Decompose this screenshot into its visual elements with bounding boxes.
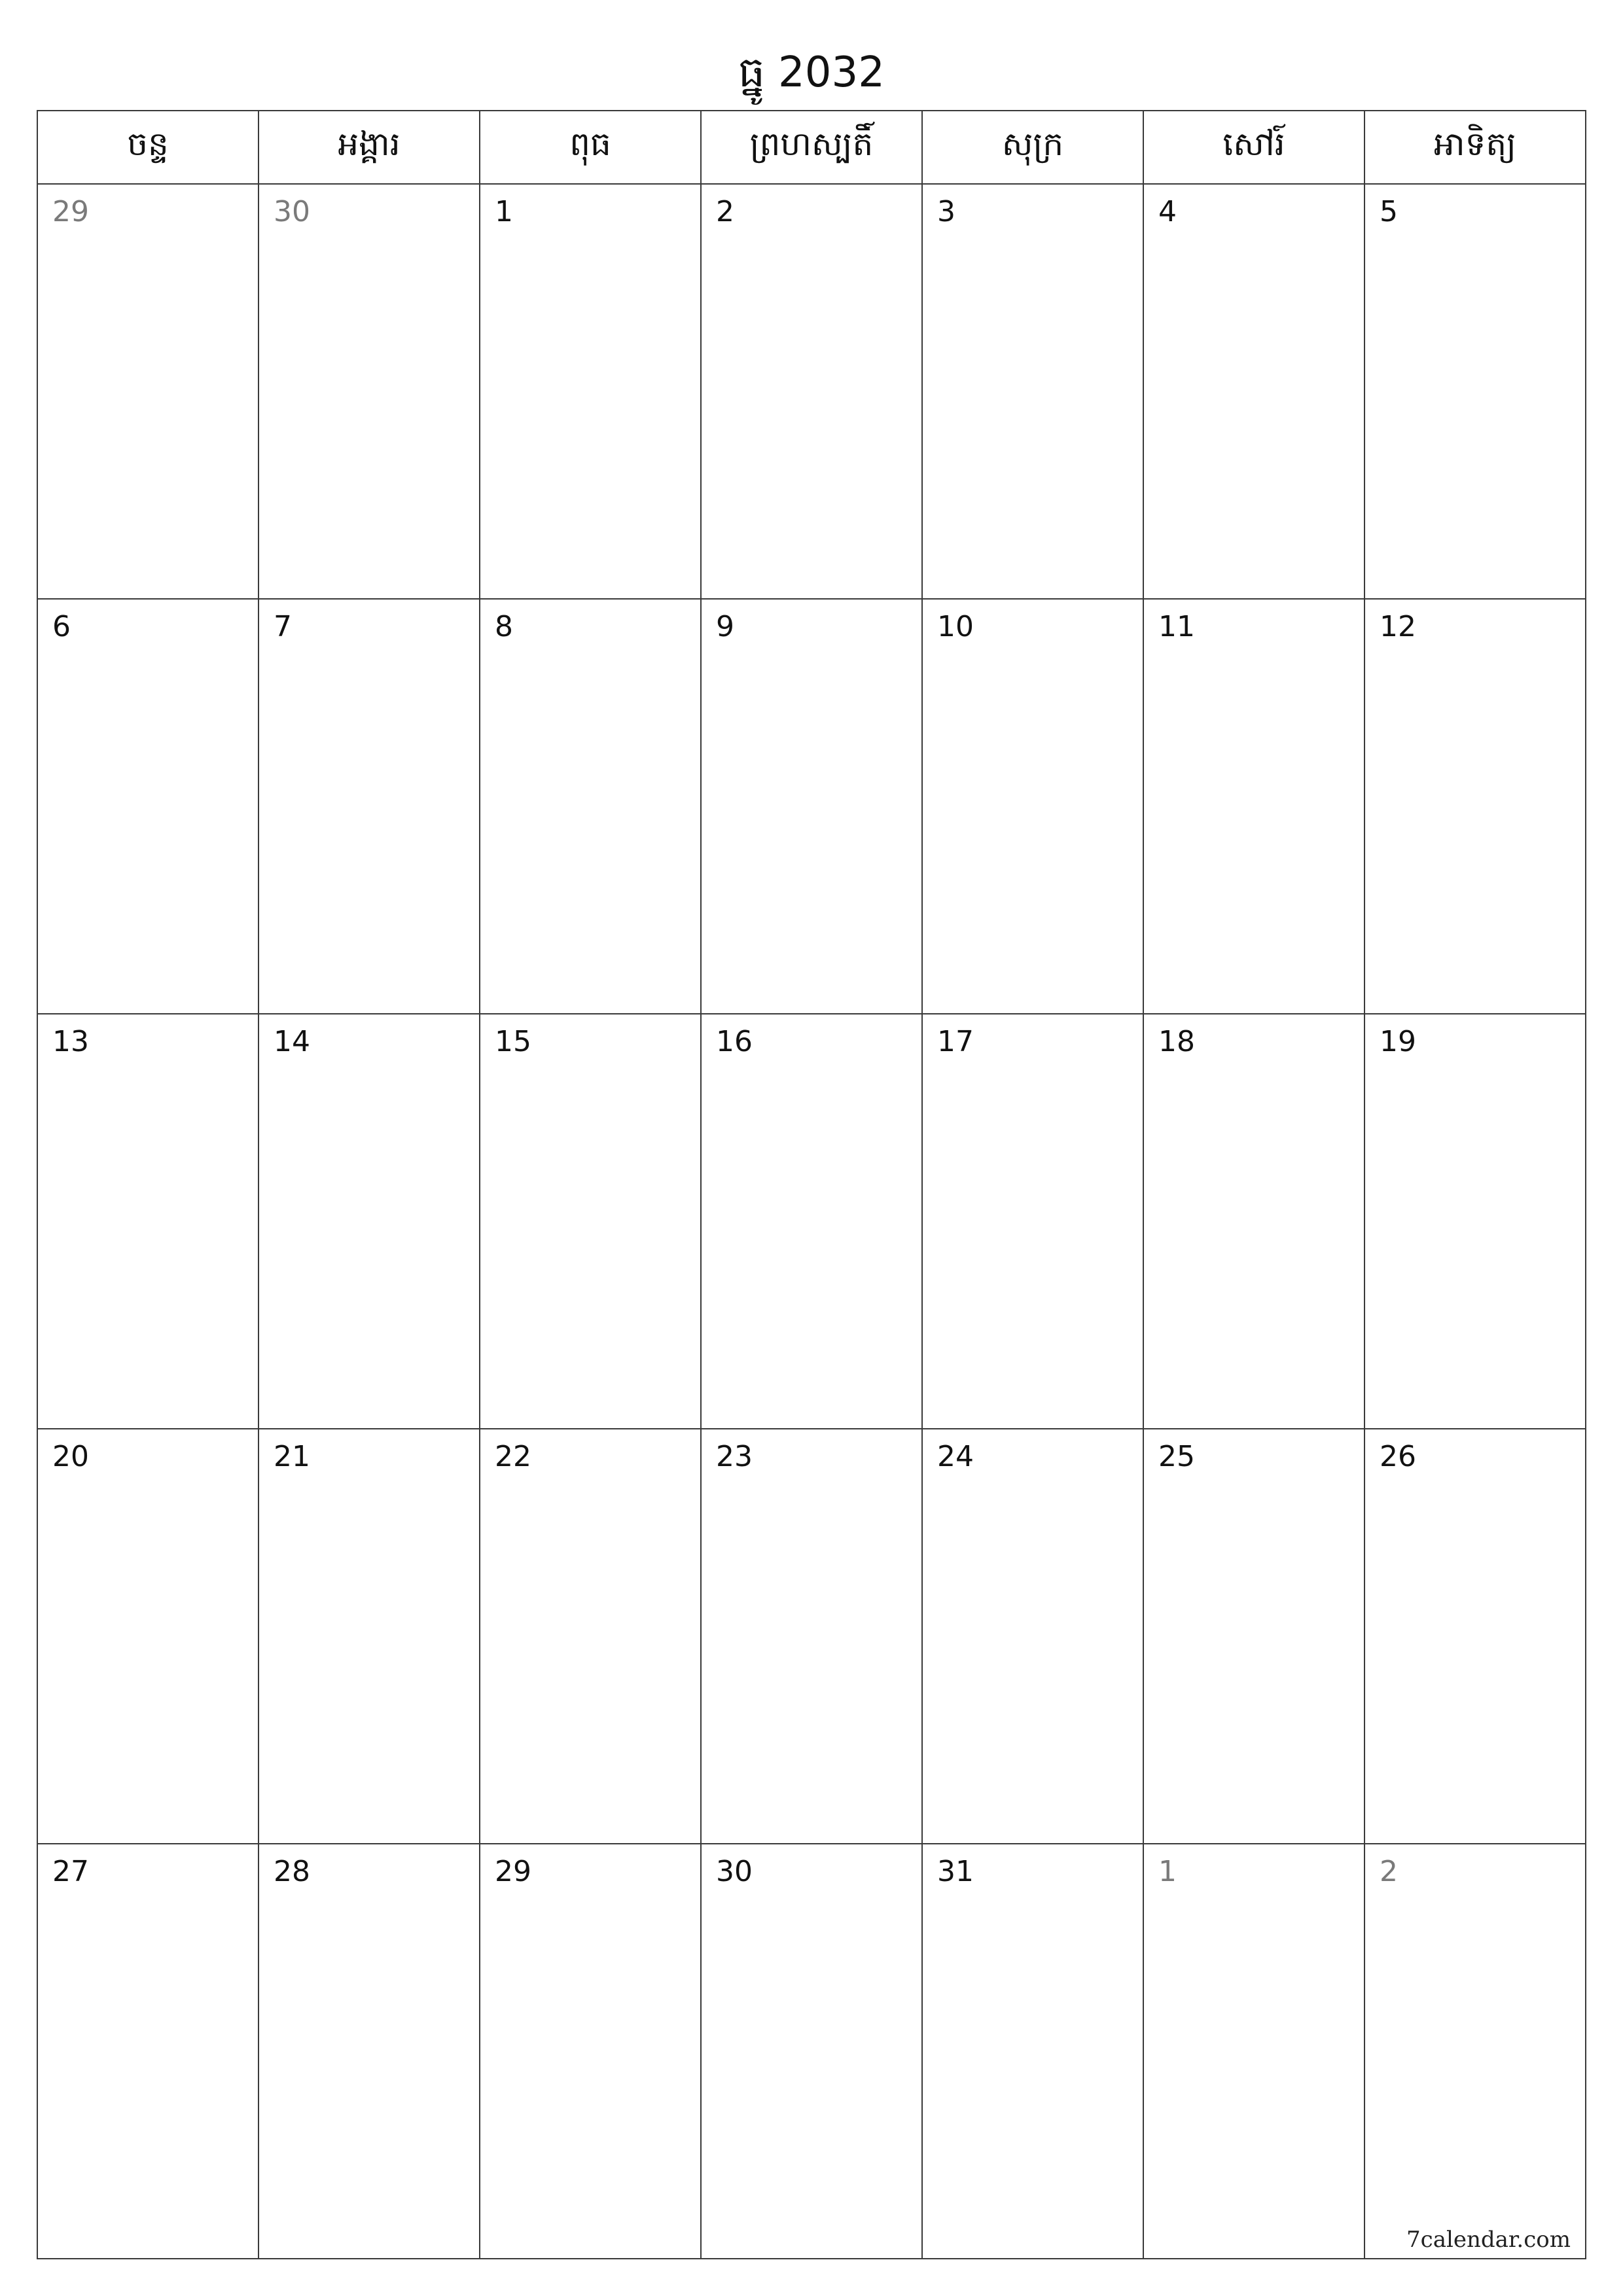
- day-cell: [259, 1429, 480, 1844]
- day-cell: [1364, 1429, 1586, 1844]
- day-cell: [701, 1429, 922, 1844]
- day-number: 24: [937, 1440, 974, 1473]
- day-number: 20: [52, 1440, 89, 1473]
- day-cell: [922, 1844, 1143, 2259]
- day-number: 30: [716, 1855, 753, 1888]
- day-number: 18: [1158, 1025, 1195, 1058]
- weekday-header: ព្រហស្បតិ៍: [701, 111, 922, 184]
- day-number: 15: [495, 1025, 531, 1058]
- day-number: 8: [495, 610, 513, 643]
- day-cell: [480, 599, 701, 1014]
- weekday-header: សុក្រ: [922, 111, 1143, 184]
- day-number: 19: [1380, 1025, 1416, 1058]
- day-number: 31: [937, 1855, 974, 1888]
- week-row: [37, 184, 1586, 599]
- day-number: 30: [274, 195, 310, 228]
- day-cell: [480, 1429, 701, 1844]
- day-number: 16: [716, 1025, 753, 1058]
- day-number: 17: [937, 1025, 974, 1058]
- day-cell: [1143, 184, 1364, 599]
- day-cell: [922, 1014, 1143, 1429]
- day-cell: [1143, 1014, 1364, 1429]
- day-cell: [922, 184, 1143, 599]
- day-number: 2: [1380, 1855, 1398, 1888]
- day-number: 21: [274, 1440, 310, 1473]
- day-cell: [480, 1014, 701, 1429]
- day-number: 5: [1380, 195, 1398, 228]
- day-number: 29: [495, 1855, 531, 1888]
- week-row: [37, 599, 1586, 1014]
- day-cell: [259, 184, 480, 599]
- day-number: 28: [274, 1855, 310, 1888]
- day-cell: [37, 1014, 259, 1429]
- day-number: 2: [716, 195, 734, 228]
- day-cell: [922, 599, 1143, 1014]
- page-title: ធ្នូ 2032: [738, 48, 885, 97]
- day-number: 29: [52, 195, 89, 228]
- day-number: 26: [1380, 1440, 1416, 1473]
- day-cell: [37, 1844, 259, 2259]
- weekday-header: ចន្ទ: [37, 111, 259, 184]
- day-cell: [37, 184, 259, 599]
- week-row: [37, 1014, 1586, 1429]
- day-number: 9: [716, 610, 734, 643]
- day-number: 11: [1158, 610, 1195, 643]
- day-number: 27: [52, 1855, 89, 1888]
- day-cell: [1364, 1844, 1586, 2259]
- day-number: 4: [1158, 195, 1177, 228]
- day-cell: [701, 599, 922, 1014]
- day-cell: [1143, 599, 1364, 1014]
- day-cell: [1364, 184, 1586, 599]
- calendar-grid: [37, 110, 1586, 2259]
- day-cell: [922, 1429, 1143, 1844]
- day-number: 3: [937, 195, 955, 228]
- day-cell: [259, 1844, 480, 2259]
- day-number: 10: [937, 610, 974, 643]
- weekday-header: ពុធ: [480, 111, 701, 184]
- day-number: 1: [1158, 1855, 1177, 1888]
- day-number: 6: [52, 610, 71, 643]
- weekday-header: អាទិត្យ: [1364, 111, 1586, 184]
- weekday-header: អង្គារ: [259, 111, 480, 184]
- day-cell: [37, 1429, 259, 1844]
- day-cell: [701, 1014, 922, 1429]
- weekday-header: សៅរ៍: [1143, 111, 1364, 184]
- day-number: 14: [274, 1025, 310, 1058]
- day-cell: [1364, 1014, 1586, 1429]
- day-cell: [480, 1844, 701, 2259]
- day-number: 25: [1158, 1440, 1195, 1473]
- day-number: 7: [274, 610, 292, 643]
- week-row: [37, 1844, 1586, 2259]
- day-number: 13: [52, 1025, 89, 1058]
- day-number: 1: [495, 195, 513, 228]
- day-cell: [701, 1844, 922, 2259]
- day-cell: [480, 184, 701, 599]
- day-cell: [1143, 1844, 1364, 2259]
- week-row: [37, 1429, 1586, 1844]
- day-number: 23: [716, 1440, 753, 1473]
- weekday-header-row: [37, 111, 1586, 184]
- day-cell: [701, 184, 922, 599]
- day-cell: [259, 1014, 480, 1429]
- day-cell: [259, 599, 480, 1014]
- day-number: 22: [495, 1440, 531, 1473]
- day-cell: [37, 599, 259, 1014]
- day-number: 12: [1380, 610, 1416, 643]
- watermark-text: 7calendar.com: [1406, 2227, 1571, 2253]
- day-cell: [1143, 1429, 1364, 1844]
- day-cell: [1364, 599, 1586, 1014]
